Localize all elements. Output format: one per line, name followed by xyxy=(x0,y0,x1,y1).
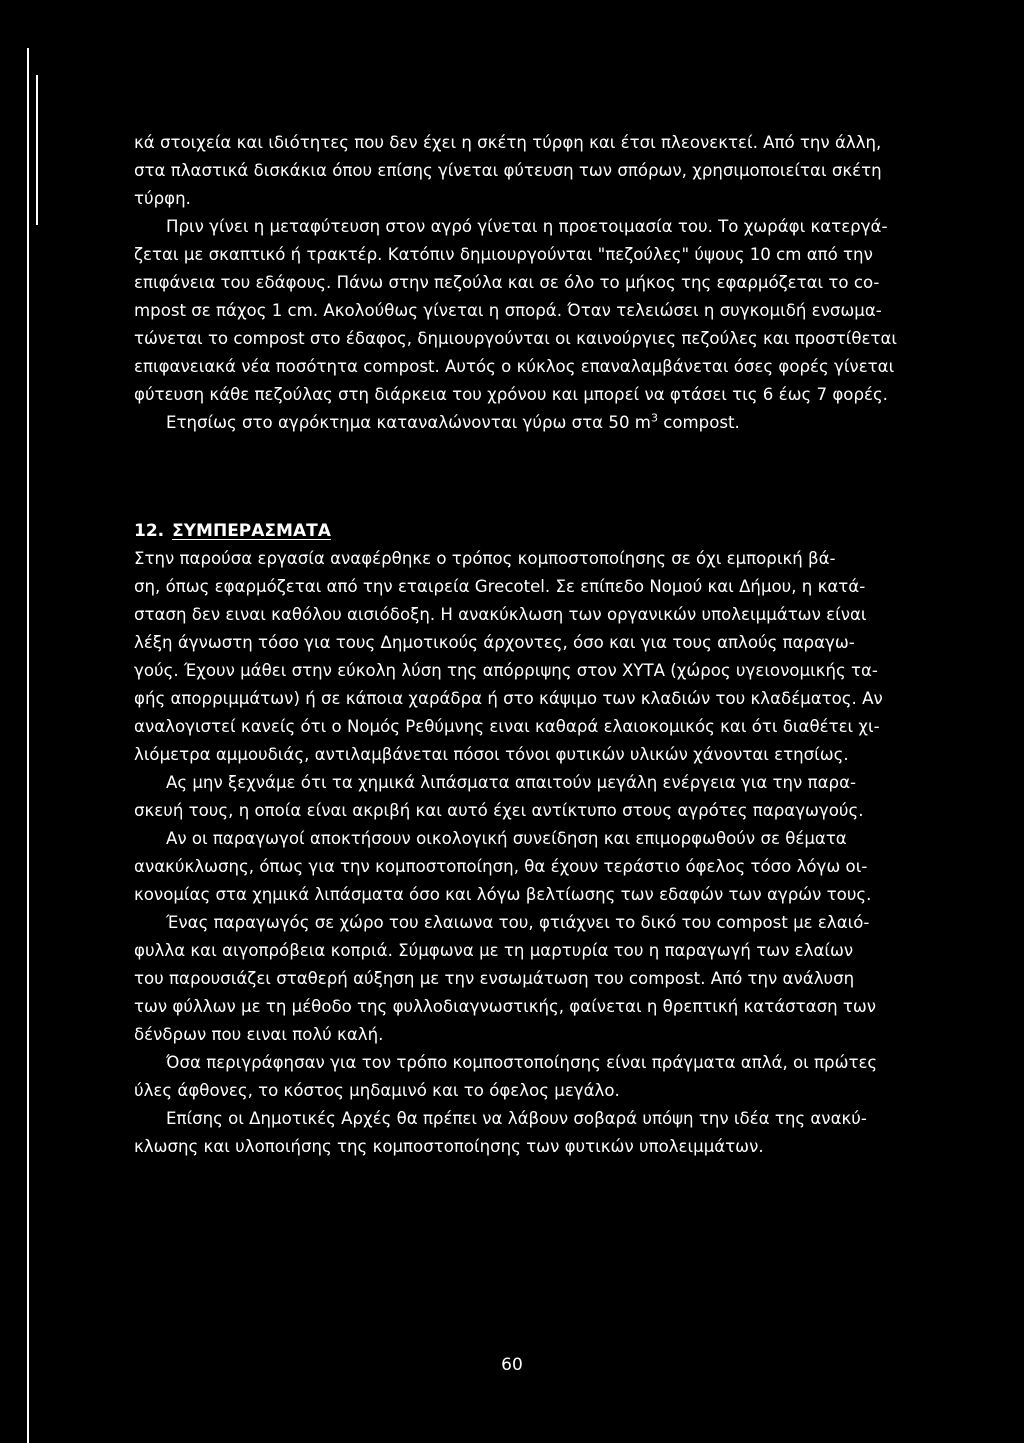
text-line: του παρουσιάζει σταθερή αύξηση με την ενσωμάτωση του compost. Από την ανάλυση xyxy=(134,969,855,988)
text-line: Επίσης οι Δημοτικές Αρχές θα πρέπει να λάβουν σοβαρά υπόψη την ιδέα της ανακύ- xyxy=(166,1109,867,1128)
paragraph-peat-continuation xyxy=(134,129,924,213)
text-line: κονομίας στα χημικά λιπάσματα όσο και λόγω βελτίωσης των εδαφών των αγρών τους. xyxy=(134,885,872,904)
text-line: Ένας παραγωγός σε χώρο του ελαιωνα του, φτιάχνει το δικό του compost με ελαιό- xyxy=(166,913,870,932)
annual-compost-text: Ετησίως στο αγρόκτημα καταναλώνονται γύρω στα 50 m xyxy=(166,413,651,432)
page-number: 60 xyxy=(501,1355,523,1375)
text-line: τύρφη. xyxy=(134,189,191,208)
text-line: φής απορριμμάτων) ή σε κάποια χαράδρα ή στο κάψιμο των κλαδιών του κλαδέματος. Αν xyxy=(134,689,883,708)
text-line xyxy=(134,409,924,437)
annual-compost-text-end: compost. xyxy=(657,413,740,432)
paragraph-annual-compost xyxy=(134,409,924,437)
text-line: ση, όπως εφαρμόζεται από την εταιρεία Grecotel. Σε επίπεδο Νομού και Δήμου, η κατά- xyxy=(134,577,866,596)
text-line: σταση δεν ειναι καθόλου αισιόδοξη. Η ανακύκλωση των οργανικών υπολειμμάτων είναι xyxy=(134,605,867,624)
text-line: κλωσης και υλοποιήσης της κομποστοποίησης των φυτικών υπολειμμάτων. xyxy=(134,1137,764,1156)
text-line: Όσα περιγράφησαν για τον τρόπο κομποστοποίησης είναι πράγματα απλά, οι πρώτες xyxy=(166,1053,878,1072)
text-line: φύτευση κάθε πεζούλας στη διάρκεια του χρόνου και μπορεί να φτάσει τις 6 έως 7 φορές. xyxy=(134,385,888,404)
paragraph-ecological-awareness xyxy=(134,825,924,909)
text-line: επιφανειακά νέα ποσότητα compost. Αυτός ο κύκλος επαναλαμβάνεται όσες φορές γίνεται xyxy=(134,357,895,376)
paragraph-municipal-authorities xyxy=(134,1105,924,1161)
text-line: γούς. Έχουν μάθει στην εύκολη λύση της απόρριψης στον ΧΥΤΑ (χώρος υγειονομικής τα- xyxy=(134,661,878,680)
text-line: ανακύκλωσης, όπως για την κομποστοποίηση, θα έχουν τεράστιο όφελος τόσο λόγω οι- xyxy=(134,857,868,876)
text-line: κά στοιχεία και ιδιότητες που δεν έχει η σκέτη τύρφη και έτσι πλεονεκτεί. Από την άλλη, xyxy=(134,133,882,152)
section-number: 12. xyxy=(134,521,165,541)
text-line: ζεται με σκαπτικό ή τρακτέρ. Κατόπιν δημιουργούνται "πεζούλες" ύψους 10 cm από την xyxy=(134,245,873,264)
text-line: φυλλα και αιγοπρόβεια κοπριά. Σύμφωνα με τη μαρτυρία του η παραγωγή των ελαίων xyxy=(134,941,854,960)
section-title: ΣΥΜΠΕΡΑΣΜΑΤΑ xyxy=(172,521,331,541)
paragraph-simple-method xyxy=(134,1049,924,1105)
text-line: Στην παρούσα εργασία αναφέρθηκε ο τρόπος κομποστοποίησης σε όχι εμπορική βά- xyxy=(134,549,836,568)
text-line: Αν οι παραγωγοί αποκτήσουν οικολογική συνείδηση και επιμορφωθούν σε θέματα xyxy=(166,829,847,848)
text-line: τώνεται το compost στο έδαφος, δημιουργούνται οι καινούργιες πεζούλες και προστίθεται xyxy=(134,329,898,348)
text-line: mpost σε πάχος 1 cm. Ακολούθως γίνεται η σπορά. Όταν τελειώσει η συγκομιδή ενσωμα- xyxy=(134,301,882,320)
page-body xyxy=(134,129,924,1161)
margin-line-short xyxy=(36,75,38,225)
text-line: στα πλαστικά δισκάκια όπου επίσης γίνεται φύτευση των σπόρων, χρησιμοποιείται σκέτη xyxy=(134,161,882,180)
text-line: αναλογιστεί κανείς ότι ο Νομός Ρεθύμνης ειναι καθαρά ελαιοκομικός και ότι διαθέτει χι- xyxy=(134,717,880,736)
unit-exponent: 3 xyxy=(650,411,658,425)
margin-line xyxy=(27,48,29,1443)
section-heading xyxy=(134,517,924,545)
paragraph-field-preparation xyxy=(134,213,924,409)
text-line: των φύλλων με τη μέθοδο της φυλλοδιαγνωστικής, φαίνεται η θρεπτική κατάσταση των xyxy=(134,997,877,1016)
text-line: λιόμετρα αμμουδιάς, αντιλαμβάνεται πόσοι τόνοι φυτικών υλικών χάνονται ετησίως. xyxy=(134,745,849,764)
text-line: ύλες άφθονες, το κόστος μηδαμινό και το όφελος μεγάλο. xyxy=(134,1081,620,1100)
text-line: λέξη άγνωστη τόσο για τους Δημοτικούς άρχοντες, όσο και για τους απλούς παραγω- xyxy=(134,633,855,652)
paragraph-conclusions-intro xyxy=(134,545,924,769)
text-line: δένδρων που ειναι πολύ καλή. xyxy=(134,1025,384,1044)
text-line: σκευή τους, η οποία είναι ακριβή και αυτό έχει αντίκτυπο στους αγρότες παραγωγούς. xyxy=(134,801,864,820)
text-line: Ας μην ξεχνάμε ότι τα χημικά λιπάσματα απαιτούν μεγάλη ενέργεια για την παρα- xyxy=(166,773,856,792)
paragraph-olive-producer xyxy=(134,909,924,1049)
text-line: Πριν γίνει η μεταφύτευση στον αγρό γίνεται η προετοιμασία του. Το χωράφι κατεργά- xyxy=(166,217,888,236)
text-line: επιφάνεια του εδάφους. Πάνω στην πεζούλα και σε όλο το μήκος της εφαρμόζεται το co- xyxy=(134,273,880,292)
paragraph-chemical-fertilizers xyxy=(134,769,924,825)
